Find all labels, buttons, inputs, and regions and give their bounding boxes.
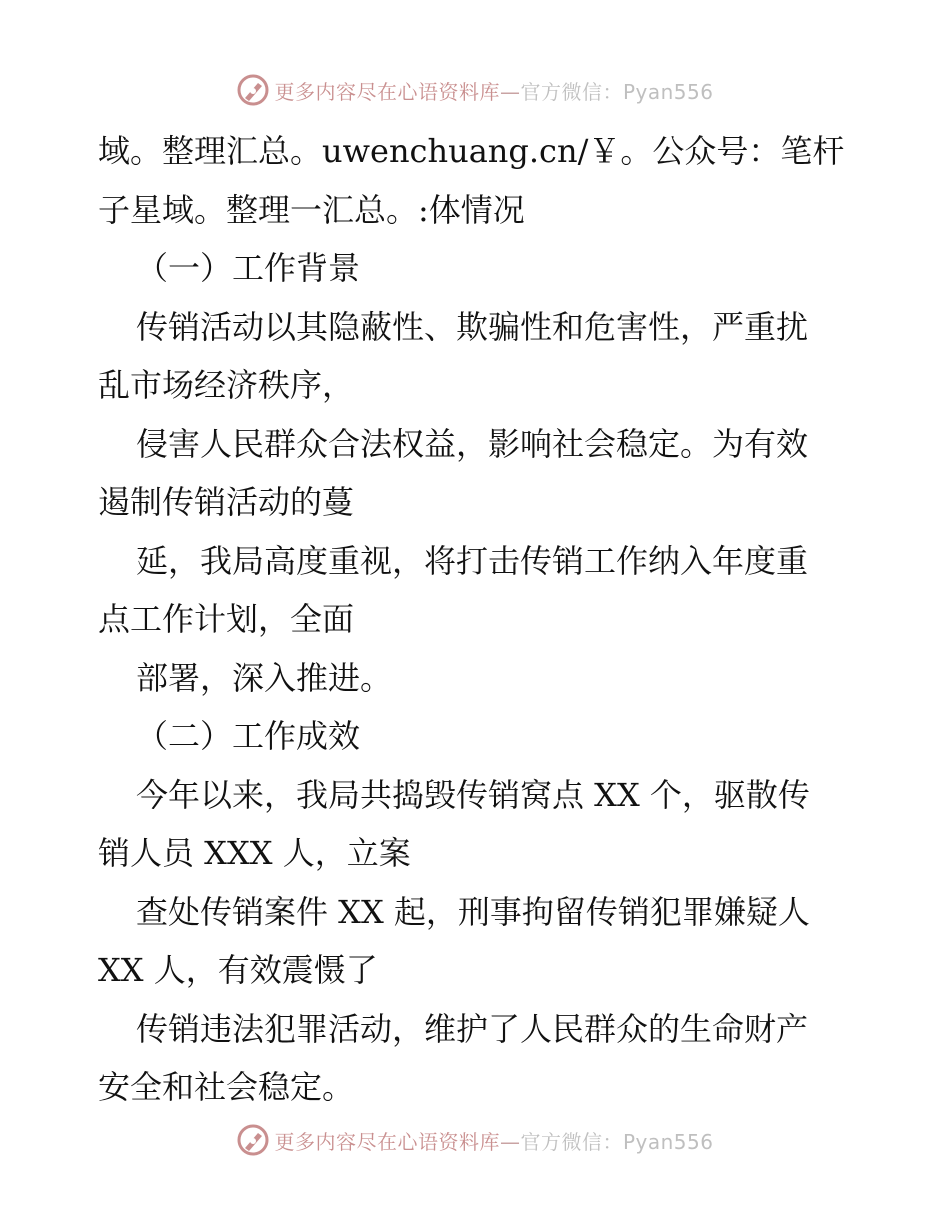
watermark-wechat: 官方微信：Pyan556 (520, 1129, 714, 1154)
body-line: 乱市场经济秩序， (98, 366, 355, 404)
watermark-separator: — (499, 79, 521, 104)
body-line: XX 人，有效震慑了 (98, 951, 378, 989)
body-line: 点工作计划，全面 (98, 600, 355, 638)
document-body (98, 122, 858, 1117)
pen-logo-icon (236, 1123, 270, 1157)
section-heading: （二）工作成效 (136, 717, 361, 755)
watermark-text (274, 76, 713, 105)
body-line: 子星域。整理一汇总。:体情况 (98, 190, 525, 229)
body-line: 部署，深入推进。 (136, 658, 393, 697)
footer-watermark (0, 1120, 950, 1160)
watermark-text (274, 1126, 713, 1155)
body-line: 侵害人民群众合法权益，影响社会稳定。为有效 (136, 424, 809, 463)
watermark-separator: — (499, 1129, 521, 1154)
body-line: 延，我局高度重视，将打击传销工作纳入年度重 (136, 541, 809, 580)
header-watermark (0, 70, 950, 110)
body-line: 遏制传销活动的蔓 (98, 483, 355, 521)
watermark-wechat: 官方微信：Pyan556 (520, 79, 714, 104)
body-line: 销人员 XXX 人，立案 (98, 834, 411, 872)
body-line: 安全和社会稳定。 (98, 1068, 355, 1106)
watermark-brand: 更多内容尽在心语资料库 (274, 79, 500, 104)
body-line: 今年以来，我局共捣毁传销窝点 XX 个，驱散传 (136, 775, 810, 814)
body-line: 查处传销案件 XX 起，刑事拘留传销犯罪嫌疑人 (136, 892, 810, 931)
pen-logo-icon (236, 73, 270, 107)
section-heading: （一）工作背景 (136, 249, 361, 287)
body-line: 传销活动以其隐蔽性、欺骗性和危害性，严重扰 (136, 307, 809, 346)
body-line: 域。整理汇总。uwenchuang.cn/￥。公众号：笔杆 (98, 132, 845, 170)
watermark-brand: 更多内容尽在心语资料库 (274, 1129, 500, 1154)
body-line: 传销违法犯罪活动，维护了人民群众的生命财产 (136, 1009, 809, 1048)
